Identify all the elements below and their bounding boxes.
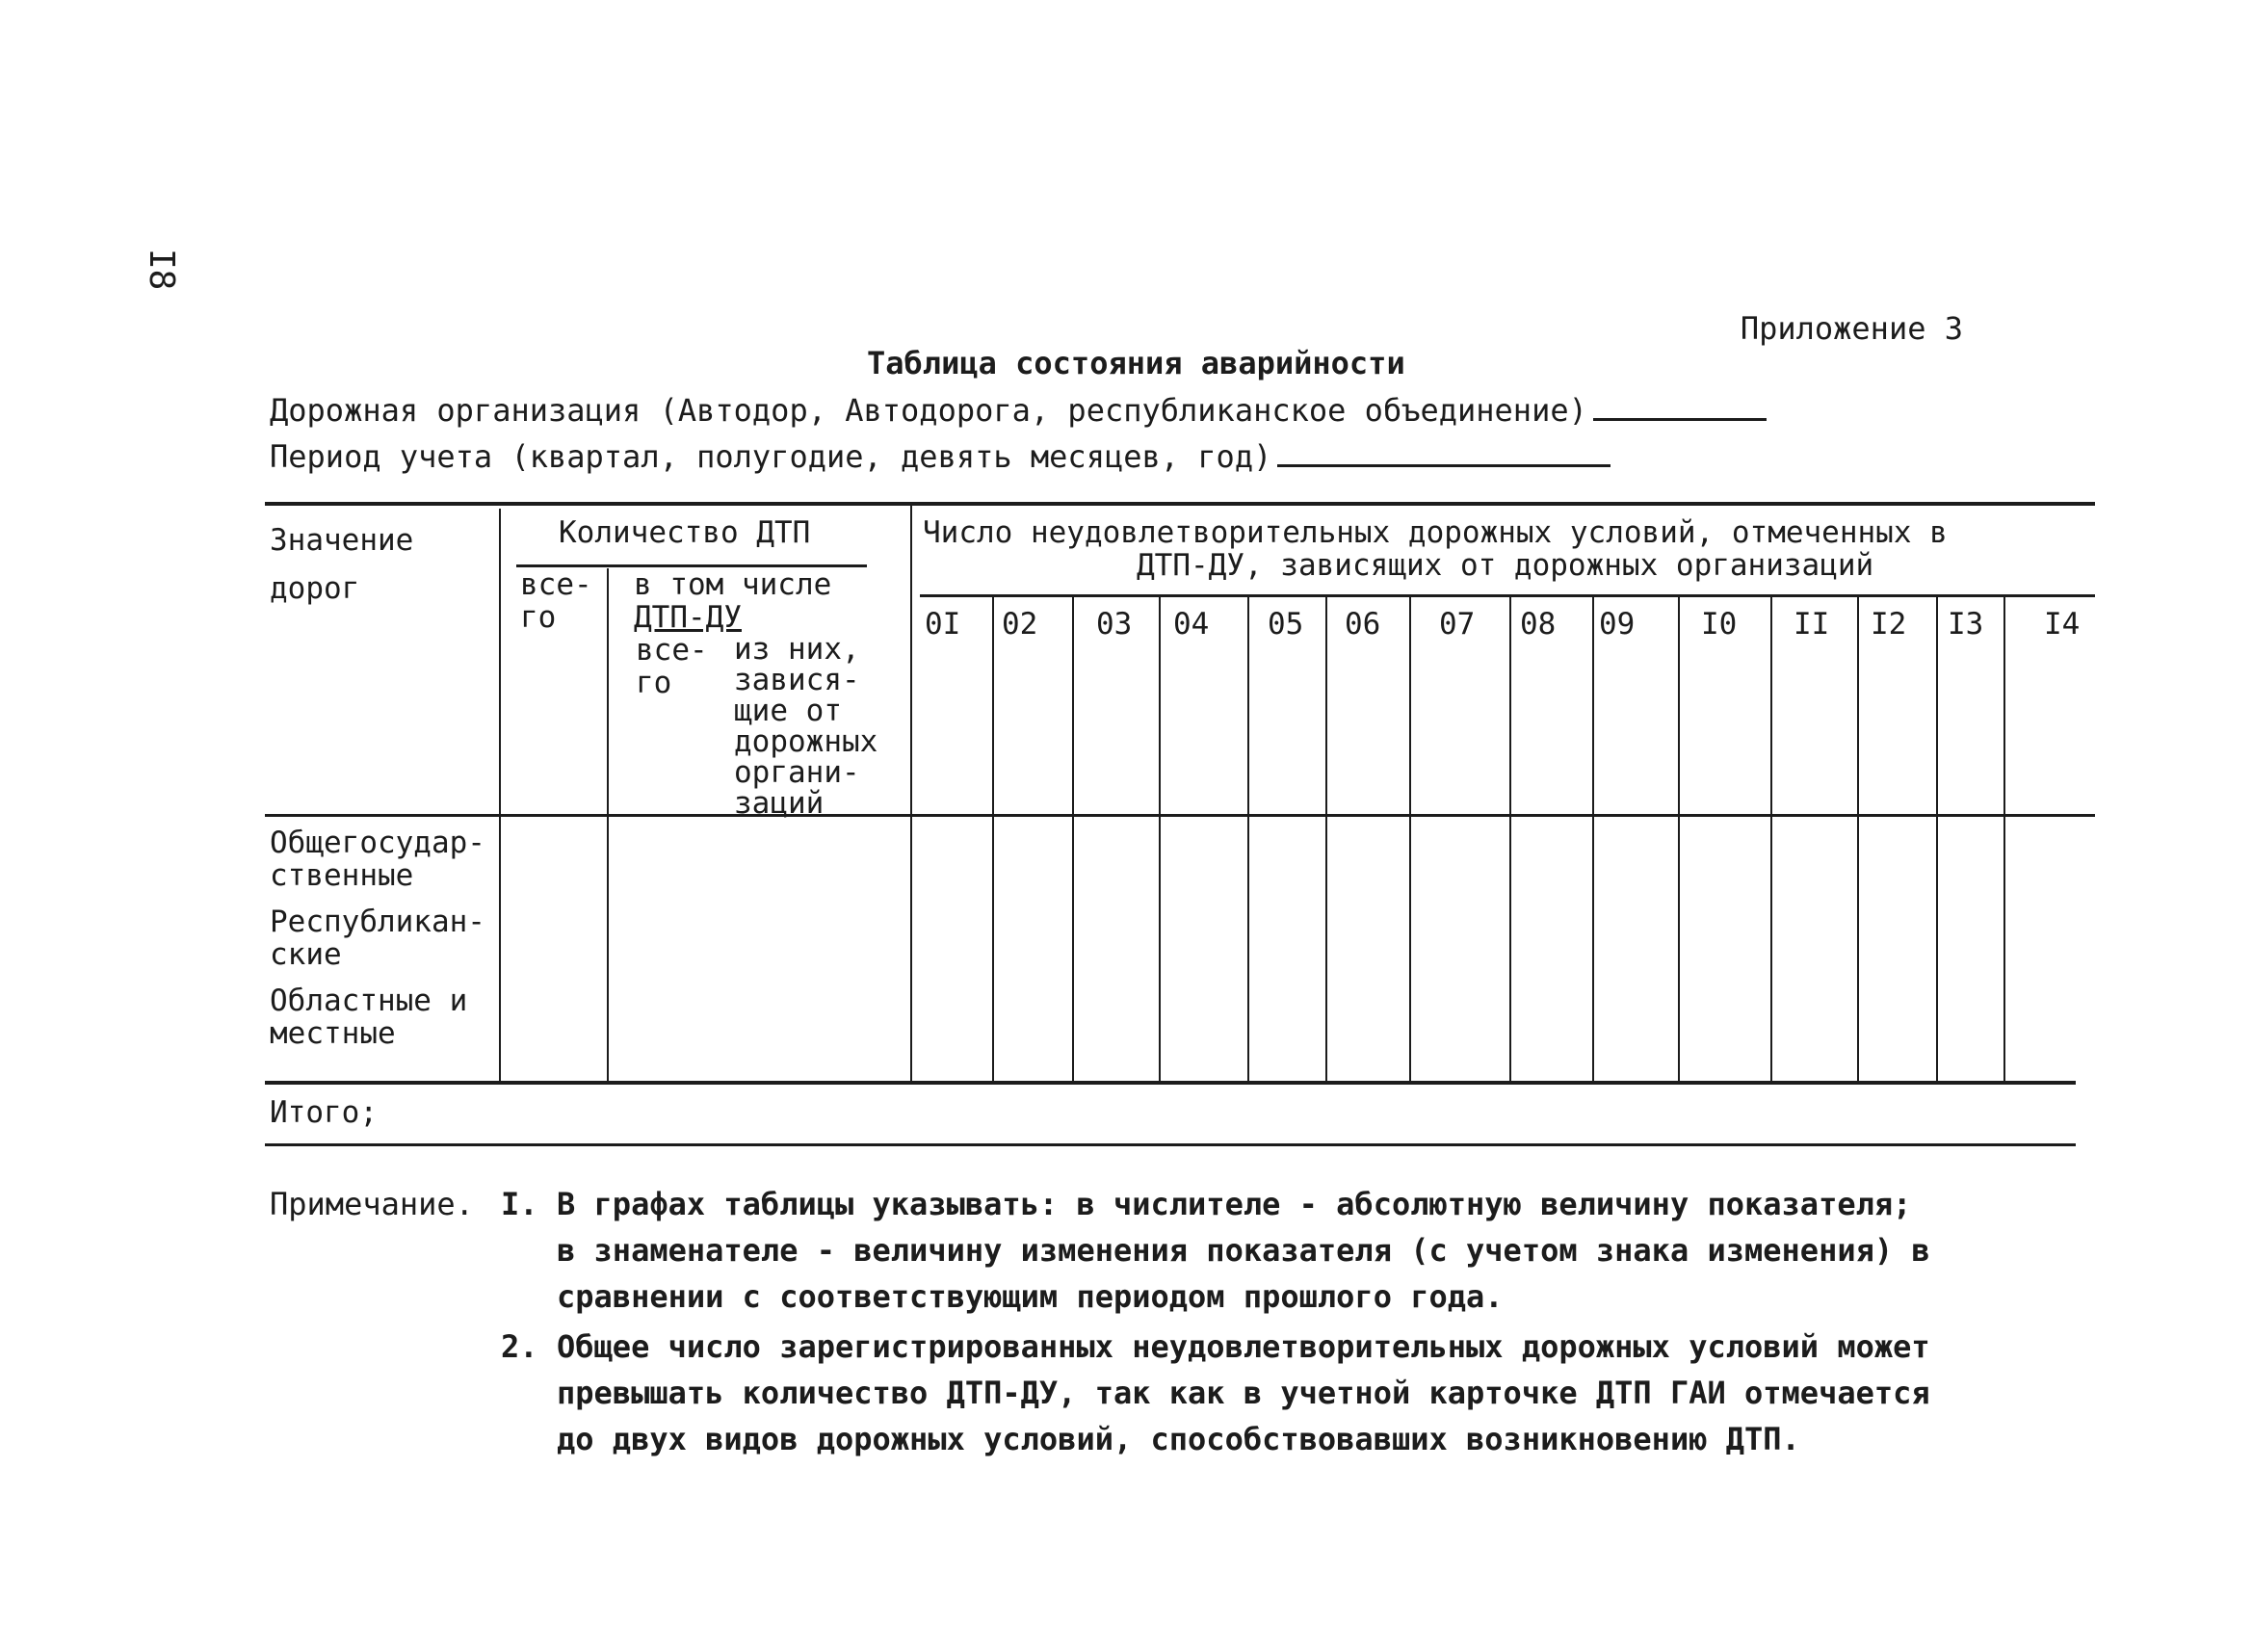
divider-c03: [1159, 597, 1161, 1081]
header-roads-line: дорог: [270, 571, 360, 606]
header-roads: [270, 516, 413, 613]
header-including: [634, 568, 831, 634]
header-including-line: в том числе: [634, 567, 832, 602]
divider-c12: [1936, 597, 1938, 1081]
row-label-line: Областные и: [270, 983, 468, 1018]
table-top-rule: [265, 502, 2095, 506]
field-organization: [270, 389, 1767, 429]
note-line: до двух видов дорожных условий, способствовавших возникновению ДТП.: [557, 1421, 1800, 1457]
row-label-line: Республикан-: [270, 905, 485, 939]
divider-c07: [1509, 597, 1511, 1081]
field-period: [270, 435, 1610, 475]
divider-c10: [1770, 597, 1772, 1081]
document-title: Таблица состояния аварийности: [867, 345, 1405, 381]
note-1-text: [557, 1181, 1930, 1320]
header-dependent-line: заций: [734, 786, 825, 821]
condition-code: II: [1794, 607, 1830, 642]
header-including-total: [636, 634, 708, 699]
divider-total: [607, 568, 609, 1081]
row-label-line: местные: [270, 1016, 396, 1051]
condition-code: 0I: [925, 607, 961, 642]
header-conditions: [923, 516, 1948, 582]
note-line: В графах таблицы указывать: в числителе - абсолютную величину показателя;: [557, 1186, 1912, 1222]
condition-code: 05: [1268, 607, 1304, 642]
divider-c09: [1678, 597, 1680, 1081]
condition-code: 08: [1520, 607, 1557, 642]
header-dependent: [734, 634, 877, 819]
header-count-total-line: все-: [520, 567, 592, 602]
notes-block: [270, 1181, 474, 1227]
body-bottom-rule: [265, 1081, 2076, 1085]
note-line: Общее число зарегистрированных неудовлетворительных дорожных условий может: [557, 1328, 1930, 1365]
header-dependent-line: завися-: [734, 663, 860, 697]
divider-c01: [992, 597, 994, 1081]
header-bottom-rule: [265, 814, 2095, 817]
appendix-label: Приложение 3: [1740, 310, 1963, 347]
note-2-text: [557, 1324, 1930, 1462]
header-dependent-line: из них,: [734, 632, 860, 667]
divider-c04: [1247, 597, 1249, 1081]
header-count: Количество ДТП: [559, 515, 811, 550]
header-roads-line: Значение: [270, 523, 414, 558]
conditions-subheader-rule: [920, 594, 2095, 597]
header-dependent-line: дорожных: [734, 724, 878, 759]
note-line: сравнении с соответствующим периодом прошлого года.: [557, 1278, 1504, 1315]
row-label-line: Общегосудар-: [270, 826, 485, 860]
divider-count: [910, 502, 912, 1081]
row-label-line: ственные: [270, 858, 414, 893]
condition-code: I0: [1701, 607, 1738, 642]
header-including-total-line: го: [636, 666, 672, 700]
note-number: I.: [501, 1186, 538, 1222]
note-number: 2.: [501, 1328, 538, 1365]
divider-c11: [1857, 597, 1859, 1081]
row-label-line: ские: [270, 937, 342, 972]
note-line: в знаменателе - величину изменения показателя (с учетом знака изменения) в: [557, 1232, 1930, 1269]
field-organization-label: Дорожная организация (Автодор, Автодорога, республиканское объединение): [270, 392, 1587, 429]
field-period-label: Период учета (квартал, полугодие, девять месяцев, год): [270, 438, 1272, 475]
condition-code: 09: [1599, 607, 1636, 642]
condition-code: I4: [2044, 607, 2081, 642]
header-including-total-line: все-: [636, 633, 708, 668]
note-line: превышать количество ДТП-ДУ, так как в учетной карточке ДТП ГАИ отмечается: [557, 1375, 1930, 1411]
condition-code: I2: [1871, 607, 1907, 642]
divider-c08: [1592, 597, 1594, 1081]
row-label-total: Итого;: [270, 1095, 378, 1130]
page-number: I8: [142, 249, 181, 291]
divider-roads: [499, 509, 501, 1081]
row-label-national: [270, 826, 485, 892]
condition-code: 07: [1439, 607, 1476, 642]
divider-c02: [1072, 597, 1074, 1081]
header-conditions-line: ДТП-ДУ, зависящих от дорожных организаций: [1137, 548, 1874, 583]
field-period-blank: [1277, 435, 1610, 467]
total-bottom-rule: [265, 1143, 2076, 1146]
header-dependent-line: щие от: [734, 694, 842, 728]
divider-c05: [1325, 597, 1327, 1081]
condition-code: 04: [1173, 607, 1210, 642]
header-count-total-line: го: [520, 600, 557, 635]
condition-code: 03: [1096, 607, 1133, 642]
row-label-regional: [270, 984, 467, 1050]
header-conditions-line: Число неудовлетворительных дорожных условий, отмеченных в: [923, 515, 1948, 550]
condition-code: 02: [1002, 607, 1038, 642]
field-organization-blank: [1593, 389, 1767, 421]
header-including-line: ДТП-ДУ: [634, 600, 742, 635]
divider-c06: [1409, 597, 1411, 1081]
header-dependent-line: органи-: [734, 755, 860, 790]
condition-code: 06: [1345, 607, 1381, 642]
header-count-total: [520, 568, 592, 634]
row-label-republican: [270, 905, 485, 971]
divider-c13: [2003, 597, 2005, 1081]
condition-code: I3: [1948, 607, 1984, 642]
notes-label: Примечание.: [270, 1186, 474, 1222]
